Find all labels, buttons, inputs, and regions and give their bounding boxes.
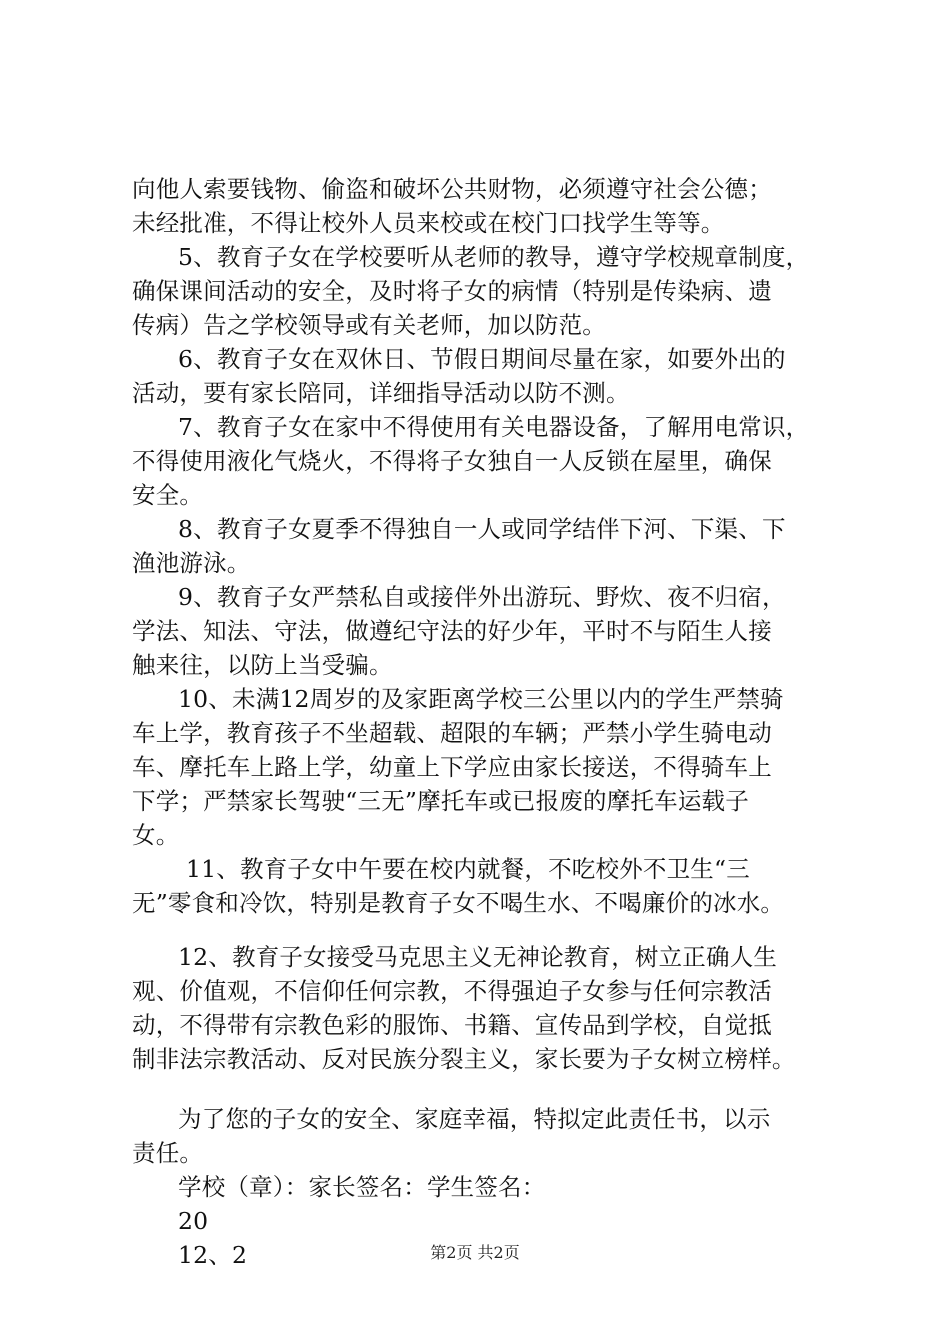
body-line: 触来往，以防上当受骗。 <box>132 651 393 679</box>
document-body <box>132 172 852 1272</box>
closing-statement: 为了您的子女的安全、家庭幸福，特拟定此责任书，以示 <box>178 1105 771 1133</box>
body-line: 下学；严禁家长驾驶“三无”摩托车或已报废的摩托车运载子 <box>132 787 749 815</box>
clause-8: 8、教育子女夏季不得独自一人或同学结伴下河、下渠、下 <box>178 515 786 543</box>
clause-11: 11、教育子女中午要在校内就餐，不吃校外不卫生“三 <box>186 855 750 883</box>
spacer <box>132 920 852 940</box>
body-line: 车上学，教育孩子不坐超载、超限的车辆；严禁小学生骑电动 <box>132 719 772 747</box>
body-line: 制非法宗教活动、反对民族分裂主义，家长要为子女树立榜样。 <box>132 1045 796 1073</box>
spacer <box>132 1076 852 1102</box>
body-line: 女。 <box>132 821 180 849</box>
clause-5: 5、教育子女在学校要听从老师的教导，遵守学校规章制度， <box>178 243 810 271</box>
body-line: 渔池游泳。 <box>132 549 251 577</box>
clause-6: 6、教育子女在双休日、节假日期间尽量在家，如要外出的 <box>178 345 786 373</box>
clause-12: 12、教育子女接受马克思主义无神论教育，树立正确人生 <box>178 943 778 971</box>
clause-9: 9、教育子女严禁私自或接伴外出游玩、野炊、夜不归宿， <box>178 583 786 611</box>
body-line: 动，不得带有宗教色彩的服饰、书籍、宣传品到学校，自觉抵 <box>132 1011 772 1039</box>
body-line: 确保课间活动的安全，及时将子女的病情（特别是传染病、遗 <box>132 277 772 305</box>
date-month: 12、2 <box>178 1241 248 1269</box>
body-line: 传病）告之学校领导或有关老师，加以防范。 <box>132 311 606 339</box>
body-line: 车、摩托车上路上学，幼童上下学应由家长接送，不得骑车上 <box>132 753 772 781</box>
clause-10: 10、未满12周岁的及家距离学校三公里以内的学生严禁骑 <box>178 685 784 713</box>
body-line: 学法、知法、守法，做遵纪守法的好少年，平时不与陌生人接 <box>132 617 772 645</box>
body-line: 安全。 <box>132 481 204 509</box>
body-line: 活动，要有家长陪同，详细指导活动以防不测。 <box>132 379 630 407</box>
signature-line: 学校（章）：家长签名：学生签名： <box>178 1173 546 1201</box>
clause-7: 7、教育子女在家中不得使用有关电器设备，了解用电常识， <box>178 413 810 441</box>
body-line: 无”零食和冷饮，特别是教育子女不喝生水、不喝廉价的冰水。 <box>132 889 785 917</box>
body-line: 不得使用液化气烧火，不得将子女独自一人反锁在屋里，确保 <box>132 447 772 475</box>
body-line: 未经批准，不得让校外人员来校或在校门口找学生等等。 <box>132 209 725 237</box>
date-year: 20 <box>178 1207 209 1235</box>
page-footer: 第2页 共2页 <box>430 1243 520 1262</box>
body-line: 向他人索要钱物、偷盗和破坏公共财物，必须遵守社会公德； <box>132 175 772 203</box>
body-line: 观、价值观，不信仰任何宗教，不得强迫子女参与任何宗教活 <box>132 977 772 1005</box>
body-line: 责任。 <box>132 1139 204 1167</box>
